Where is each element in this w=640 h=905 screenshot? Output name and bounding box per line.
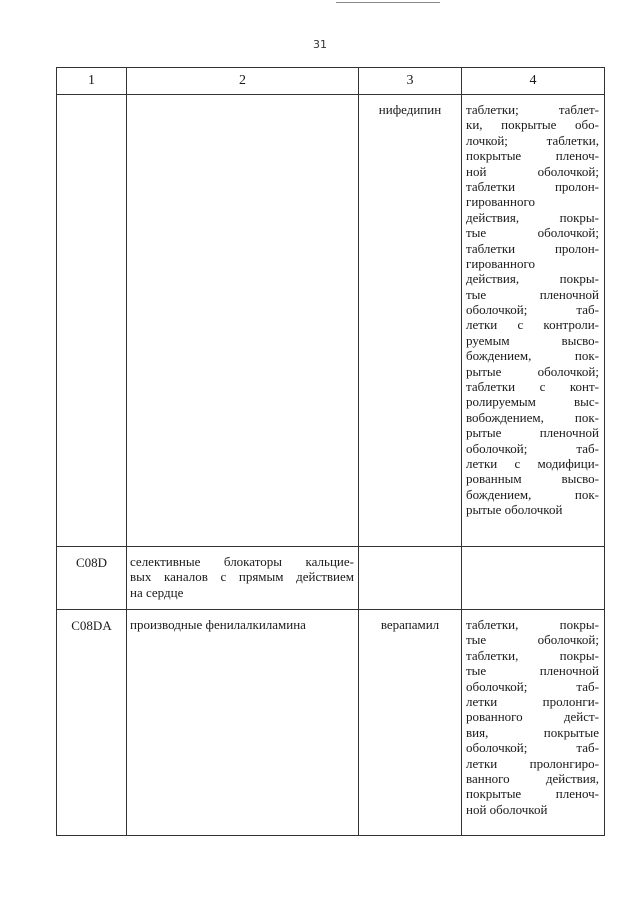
text-line: рытые пленочной bbox=[466, 425, 599, 441]
atc-code-cell: C08DA bbox=[57, 610, 127, 836]
text-line: вых каналов с прямым действием bbox=[130, 569, 354, 585]
text-line: таблетки, покры- bbox=[466, 617, 599, 632]
atc-code-cell: C08D bbox=[57, 547, 127, 610]
table-header-row bbox=[57, 68, 605, 95]
text-line: ролируемым выс- bbox=[466, 394, 599, 410]
text-line: ванного действия, bbox=[466, 770, 599, 786]
text-line: лочкой; таблетки, bbox=[466, 132, 599, 148]
text-line: летки с контроли- bbox=[466, 317, 599, 333]
text-line: покрытые пленоч- bbox=[466, 148, 599, 164]
text-line: летки пролонги- bbox=[466, 693, 599, 709]
text-line: тые пленочной bbox=[466, 286, 599, 302]
dosage-forms-cell bbox=[462, 95, 605, 547]
drug-table bbox=[56, 67, 605, 836]
text-line: гированного bbox=[466, 255, 535, 271]
text-line: летки с модифици- bbox=[466, 455, 599, 471]
drug-name-cell: верапамил bbox=[359, 610, 462, 836]
text-line: ной оболочкой; bbox=[466, 163, 599, 179]
text-line: бождением, пок- bbox=[466, 348, 599, 364]
table-row bbox=[57, 610, 605, 836]
text-line: вия, покрытые bbox=[466, 724, 599, 740]
text-line: рытые оболочкой bbox=[466, 502, 563, 518]
text-line: рытые оболочкой; bbox=[466, 363, 599, 379]
text-line: руемым высво- bbox=[466, 332, 599, 348]
group-name-cell bbox=[127, 610, 359, 836]
group-name-cell bbox=[127, 547, 359, 610]
text-line: летки пролонгиро- bbox=[466, 755, 599, 771]
text-line: на сердце bbox=[130, 584, 184, 600]
text-line: селективные блокаторы кальцие- bbox=[130, 554, 354, 569]
text-line: оболочкой; таб- bbox=[466, 678, 599, 694]
text-line: производные фенилалкиламина bbox=[130, 617, 306, 632]
drug-name-cell: нифедипин bbox=[359, 95, 462, 547]
page-number: 31 bbox=[313, 38, 327, 51]
text-line: действия, покры- bbox=[466, 271, 599, 287]
text-line: таблетки пролон- bbox=[466, 240, 599, 256]
text-line: вобождением, пок- bbox=[466, 409, 599, 425]
text-line: тые пленочной bbox=[466, 663, 599, 679]
column-header-4: 4 bbox=[462, 68, 605, 95]
text-line: оболочкой; таб- bbox=[466, 440, 599, 456]
text-line: рованным высво- bbox=[466, 471, 599, 487]
text-line: оболочкой; таб- bbox=[466, 740, 599, 756]
table-row bbox=[57, 95, 605, 547]
text-line: действия, покры- bbox=[466, 209, 599, 225]
text-line: таблетки пролон- bbox=[466, 178, 599, 194]
text-line: гированного bbox=[466, 194, 535, 210]
drug-name-cell bbox=[359, 547, 462, 610]
column-header-1: 1 bbox=[57, 68, 127, 95]
text-line: оболочкой; таб- bbox=[466, 302, 599, 318]
text-line: покрытые пленоч- bbox=[466, 786, 599, 802]
dosage-forms-cell bbox=[462, 610, 605, 836]
text-line: таблетки, покры- bbox=[466, 647, 599, 663]
table-row bbox=[57, 547, 605, 610]
text-line: ки, покрытые обо- bbox=[466, 117, 599, 133]
group-name-cell bbox=[127, 95, 359, 547]
top-rule bbox=[336, 2, 440, 3]
text-line: тые оболочкой; bbox=[466, 225, 599, 241]
column-header-3: 3 bbox=[359, 68, 462, 95]
text-line: таблетки с конт- bbox=[466, 379, 599, 395]
text-line: бождением, пок- bbox=[466, 486, 599, 502]
text-line: рованного дейст- bbox=[466, 709, 599, 725]
atc-code-cell bbox=[57, 95, 127, 547]
column-header-2: 2 bbox=[127, 68, 359, 95]
text-line: ной оболочкой bbox=[466, 801, 548, 817]
text-line: тые оболочкой; bbox=[466, 632, 599, 648]
text-line: таблетки; таблет- bbox=[466, 102, 599, 117]
dosage-forms-cell bbox=[462, 547, 605, 610]
